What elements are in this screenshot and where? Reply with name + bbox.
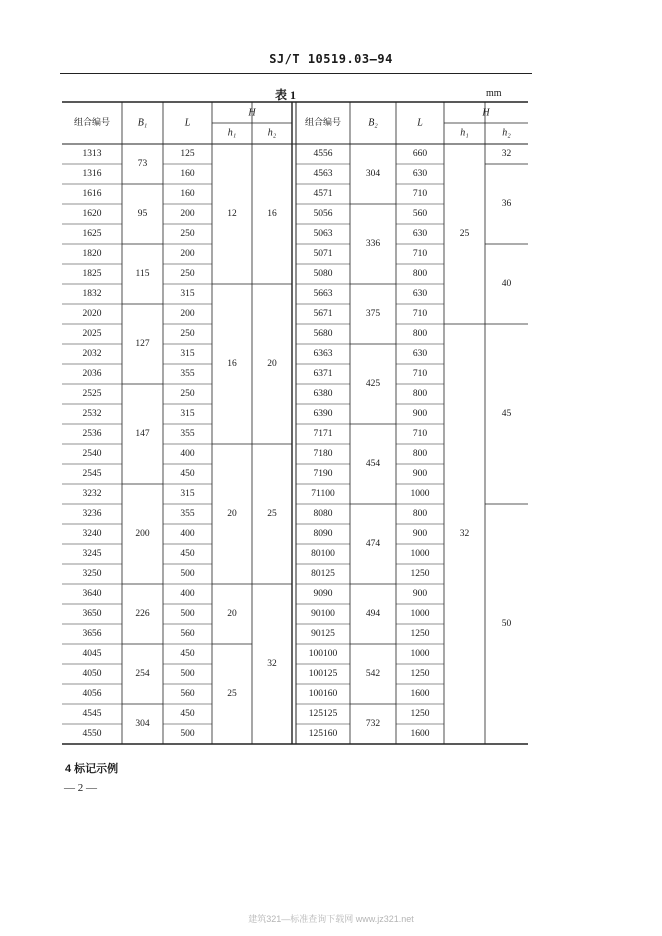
left-l-cell: 160 (180, 189, 195, 200)
section-heading: 4 标记示例 (65, 763, 119, 775)
standard-code: SJ/T 10519.03—94 (269, 52, 393, 66)
left-code-cell: 2525 (82, 389, 102, 400)
table-unit: mm (486, 88, 502, 99)
right-l-cell: 1000 (410, 489, 430, 500)
left-code-cell: 3232 (82, 489, 102, 500)
right-l-cell: 800 (412, 329, 428, 340)
table-cells (74, 107, 512, 739)
right-l-cell: 630 (412, 169, 428, 180)
right-code-cell: 100125 (308, 669, 338, 680)
right-code-cell: 4563 (313, 169, 333, 180)
right-code-cell: 6363 (313, 349, 333, 360)
left-l-cell: 400 (180, 529, 195, 540)
left-code-cell: 2545 (82, 469, 102, 480)
left-h2-cell: 32 (267, 659, 277, 670)
left-code-cell: 4550 (82, 729, 102, 740)
left-code-cell: 1625 (82, 229, 102, 240)
header-h1-left: h₁ (227, 127, 237, 139)
right-l-cell: 1250 (410, 669, 430, 680)
right-code-cell: 8090 (313, 529, 333, 540)
header-b2: B₂ (368, 117, 378, 129)
right-code-cell: 100100 (308, 649, 338, 660)
left-code-cell: 1820 (82, 249, 102, 260)
b1-group-cell: 200 (135, 529, 150, 540)
right-code-cell: 6380 (313, 389, 333, 400)
left-l-cell: 400 (180, 589, 195, 600)
left-code-cell: 1620 (82, 209, 102, 220)
right-code-cell: 5671 (313, 309, 333, 320)
left-code-cell: 1316 (82, 169, 102, 180)
right-code-cell: 5063 (313, 229, 333, 240)
right-l-cell: 800 (412, 269, 428, 280)
left-l-cell: 450 (180, 649, 195, 660)
left-code-cell: 3250 (82, 569, 102, 580)
right-l-cell: 710 (412, 309, 428, 320)
left-code-cell: 1313 (82, 149, 102, 160)
left-code-cell: 1832 (82, 289, 102, 300)
table-title: 表 1 (275, 88, 297, 102)
left-code-cell: 3650 (82, 609, 102, 620)
b2-group-cell: 304 (365, 169, 381, 180)
left-code-cell: 4050 (82, 669, 102, 680)
left-code-cell: 2020 (82, 309, 102, 320)
left-l-cell: 450 (180, 469, 195, 480)
right-l-cell: 1000 (410, 549, 430, 560)
left-code-cell: 2036 (82, 369, 102, 380)
left-l-cell: 200 (180, 249, 195, 260)
left-code-cell: 1616 (82, 189, 102, 200)
right-h2-cell: 32 (501, 149, 512, 160)
b2-group-cell: 454 (365, 459, 381, 470)
b1-group-cell: 254 (135, 669, 150, 680)
left-l-cell: 500 (180, 669, 195, 680)
right-code-cell: 90100 (311, 609, 335, 620)
b2-group-cell: 375 (365, 309, 381, 320)
left-code-cell: 2025 (82, 329, 102, 340)
right-l-cell: 710 (412, 189, 428, 200)
left-l-cell: 560 (180, 689, 195, 700)
b1-group-cell: 226 (135, 609, 150, 620)
right-code-cell: 7171 (313, 429, 333, 440)
right-l-cell: 710 (412, 369, 428, 380)
b1-group-cell: 95 (137, 209, 148, 220)
right-code-cell: 4571 (313, 189, 333, 200)
right-code-cell: 6390 (313, 409, 333, 420)
right-l-cell: 710 (412, 249, 428, 260)
left-code-cell: 1825 (82, 269, 102, 280)
left-l-cell: 250 (180, 229, 195, 240)
left-l-cell: 315 (180, 489, 195, 500)
header-h2-right: h₂ (502, 127, 511, 139)
header-code-left: 组合编号 (73, 117, 111, 128)
page-number: — 2 — (64, 782, 97, 794)
header-b1: B₁ (137, 117, 148, 129)
right-l-cell: 1600 (410, 689, 430, 700)
left-h2-cell: 20 (267, 359, 277, 370)
left-h2-cell: 25 (267, 509, 277, 520)
header-code-right: 组合编号 (304, 117, 342, 128)
right-l-cell: 900 (412, 409, 428, 420)
right-h2-cell: 36 (501, 199, 512, 210)
left-h1-cell: 12 (227, 209, 237, 220)
right-h2-cell: 40 (501, 279, 512, 290)
right-l-cell: 1250 (410, 569, 430, 580)
left-l-cell: 315 (180, 409, 195, 420)
left-l-cell: 315 (180, 289, 195, 300)
right-code-cell: 5080 (313, 269, 333, 280)
header-l-left: L (184, 117, 191, 129)
right-l-cell: 1000 (410, 609, 430, 620)
left-l-cell: 200 (180, 309, 195, 320)
b1-group-cell: 115 (135, 269, 150, 280)
b2-group-cell: 732 (365, 719, 381, 730)
right-l-cell: 800 (412, 389, 428, 400)
table-grid-lines (62, 102, 528, 744)
right-code-cell: 9090 (313, 589, 333, 600)
b2-group-cell: 542 (365, 669, 381, 680)
right-l-cell: 800 (412, 449, 428, 460)
right-code-cell: 100160 (308, 689, 338, 700)
left-h1-cell: 25 (227, 689, 237, 700)
right-code-cell: 71100 (311, 489, 335, 500)
left-l-cell: 450 (180, 709, 195, 720)
left-code-cell: 2032 (82, 349, 102, 360)
right-l-cell: 630 (412, 229, 428, 240)
b1-group-cell: 73 (137, 159, 148, 170)
b2-group-cell: 336 (365, 239, 381, 250)
right-code-cell: 90125 (311, 629, 335, 640)
watermark-footer: 建筑321—标准查询下载网 www.jz321.net (248, 914, 414, 924)
right-l-cell: 560 (412, 209, 428, 220)
right-h2-cell: 50 (501, 619, 512, 630)
right-l-cell: 1000 (410, 649, 430, 660)
left-code-cell: 2536 (82, 429, 102, 440)
right-code-cell: 5680 (313, 329, 333, 340)
b1-group-cell: 147 (135, 429, 150, 440)
left-l-cell: 500 (180, 569, 195, 580)
left-l-cell: 560 (180, 629, 195, 640)
right-l-cell: 900 (412, 589, 428, 600)
header-l-right: L (417, 117, 423, 129)
right-code-cell: 5071 (313, 249, 333, 260)
b2-group-cell: 474 (365, 539, 381, 550)
right-l-cell: 800 (412, 509, 428, 520)
right-code-cell: 80125 (311, 569, 335, 580)
right-h2-cell: 45 (501, 409, 512, 420)
right-l-cell: 1250 (410, 709, 430, 720)
right-code-cell: 4556 (313, 149, 333, 160)
left-l-cell: 125 (180, 149, 195, 160)
right-code-cell: 125160 (308, 729, 338, 740)
right-l-cell: 1600 (410, 729, 430, 740)
right-code-cell: 5663 (313, 289, 333, 300)
right-code-cell: 80100 (311, 549, 335, 560)
right-l-cell: 900 (412, 469, 428, 480)
right-l-cell: 900 (412, 529, 428, 540)
left-code-cell: 3236 (82, 509, 102, 520)
b1-group-cell: 127 (135, 339, 150, 350)
right-code-cell: 8080 (313, 509, 333, 520)
right-code-cell: 6371 (313, 369, 333, 380)
b2-group-cell: 494 (365, 609, 381, 620)
left-l-cell: 400 (180, 449, 195, 460)
left-code-cell: 3656 (82, 629, 102, 640)
left-code-cell: 4545 (82, 709, 102, 720)
left-code-cell: 4045 (82, 649, 102, 660)
right-code-cell: 125125 (308, 709, 338, 720)
right-l-cell: 630 (412, 349, 428, 360)
right-l-cell: 1250 (410, 629, 430, 640)
header-h-left: H (248, 107, 256, 119)
left-l-cell: 315 (180, 349, 195, 360)
left-h1-cell: 20 (227, 609, 237, 620)
b1-group-cell: 304 (135, 719, 150, 730)
left-code-cell: 3245 (82, 549, 102, 560)
header-h2-left: h₂ (267, 127, 277, 139)
header-h1-right: h₁ (460, 127, 469, 139)
left-code-cell: 4056 (82, 689, 102, 700)
left-l-cell: 250 (180, 329, 195, 340)
right-code-cell: 7190 (313, 469, 333, 480)
left-l-cell: 200 (180, 209, 195, 220)
left-l-cell: 450 (180, 549, 195, 560)
right-l-cell: 660 (412, 149, 428, 160)
right-l-cell: 710 (412, 429, 428, 440)
left-l-cell: 355 (180, 369, 195, 380)
left-code-cell: 3240 (82, 529, 102, 540)
left-h2-cell: 16 (267, 209, 277, 220)
left-h1-cell: 16 (227, 359, 237, 370)
left-l-cell: 500 (180, 609, 195, 620)
left-l-cell: 250 (180, 269, 195, 280)
left-code-cell: 2532 (82, 409, 102, 420)
right-code-cell: 7180 (313, 449, 333, 460)
left-l-cell: 355 (180, 429, 195, 440)
left-l-cell: 250 (180, 389, 195, 400)
right-code-cell: 5056 (313, 209, 333, 220)
left-code-cell: 2540 (82, 449, 102, 460)
left-l-cell: 160 (180, 169, 195, 180)
left-code-cell: 3640 (82, 589, 102, 600)
left-l-cell: 355 (180, 509, 195, 520)
left-l-cell: 500 (180, 729, 195, 740)
left-h1-cell: 20 (227, 509, 237, 520)
b2-group-cell: 425 (365, 379, 381, 390)
header-h-right: H (482, 107, 490, 119)
right-h1-cell: 32 (459, 529, 470, 540)
right-l-cell: 630 (412, 289, 428, 300)
right-h1-cell: 25 (459, 229, 470, 240)
